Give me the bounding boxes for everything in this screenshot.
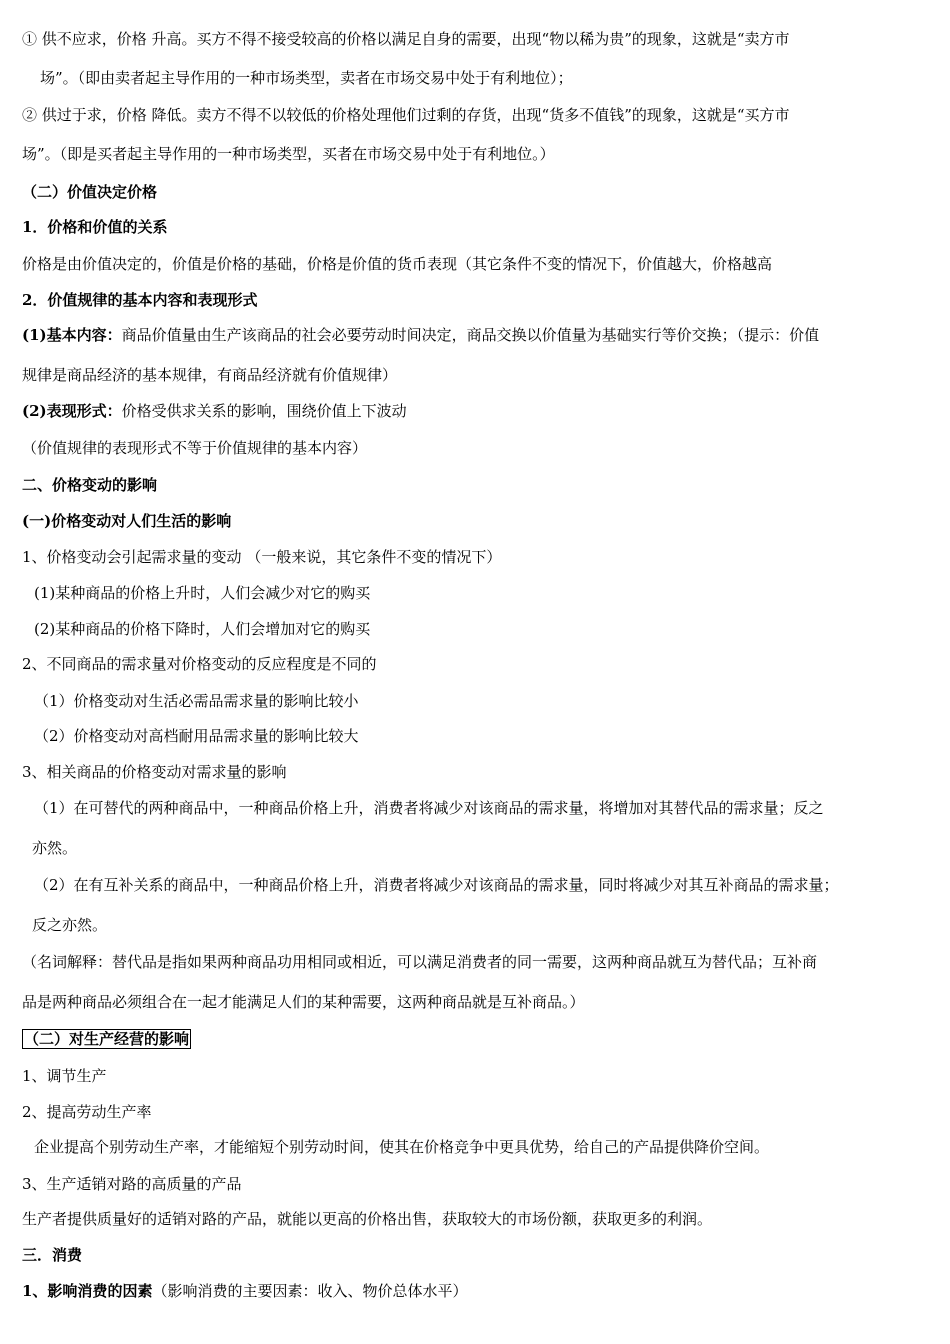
paragraph-line-29: 1、调节生产 — [22, 1067, 107, 1085]
list-item-5: （1）在可替代的两种商品中，一种商品价格上升，消费者将减少对该商品的需求量，将增加对其替代品的需求量；反之 — [34, 799, 824, 817]
section-heading-production-impact: （二）对生产经营的影响 — [24, 1030, 190, 1048]
paragraph-definition: （名词解释：替代品是指如果两种商品功用相同或相近，可以满足消费者的同一需要，这两种商品就互为替代品；互补商 — [22, 953, 818, 971]
subheading-impact-on-life: (一)价格变动对人们生活的影响 — [22, 512, 232, 530]
section-heading-value-determines-price: （二）价值决定价格 — [22, 183, 158, 201]
paragraph-line-10: 规律是商品经济的基本规律，有商品经济就有价值规律） — [22, 366, 398, 384]
label-form: (2)表现形式： — [22, 402, 122, 420]
paragraph-line-27: 品是两种商品必须组合在一起才能满足人们的某种需要，这两种商品就是互补商品。） — [22, 993, 585, 1011]
paragraph-line-2: 场”。（即由卖者起主导作用的一种市场类型，卖者在市场交易中处于有利地位）； — [40, 69, 573, 87]
list-item-3: （1）价格变动对生活必需品需求量的影响比较小 — [34, 692, 359, 710]
list-item-1: (1)某种商品的价格上升时，人们会减少对它的购买 — [34, 584, 371, 602]
list-item-4: （2）价格变动对高档耐用品需求量的影响比较大 — [34, 727, 359, 745]
section-heading-price-impact: 二、价格变动的影响 — [22, 476, 158, 494]
paragraph-line-31: 企业提高个别劳动生产率，才能缩短个别劳动时间，使其在价格竞争中更具优势，给自己的产品提供降价空间。 — [34, 1138, 770, 1156]
paragraph-form: (2)表现形式：价格受供求关系的影响，围绕价值上下波动 — [22, 402, 407, 420]
paragraph-line-32: 3、生产适销对路的高质量的产品 — [22, 1175, 242, 1193]
list-item-2: (2)某种商品的价格下降时，人们会增加对它的购买 — [34, 620, 371, 638]
paragraph-line-1: ① 供不应求，价格 升高。买方不得不接受较高的价格以满足自身的需要，出现“物以稀为贵”的现象，这就是“卖方市 — [22, 30, 790, 48]
paragraph-line-18: 2、不同商品的需求量对价格变动的反应程度是不同的 — [22, 655, 377, 673]
section-heading-consumption: 三．消费 — [22, 1246, 83, 1264]
paragraph-line-33: 生产者提供质量好的适销对路的产品，就能以更高的价格出售，获取较大的市场份额，获取更多的利润。 — [22, 1210, 713, 1228]
paragraph-line-25: 反之亦然。 — [32, 916, 108, 934]
subheading-price-value-relation: 1．价格和价值的关系 — [22, 218, 168, 236]
paragraph-line-3: ② 供过于求，价格 降低。卖方不得不以较低的价格处理他们过剩的存货，出现“货多不值钱”的现象，这就是“买方市 — [22, 106, 790, 124]
paragraph-line-15: 1、价格变动会引起需求量的变动 （一般来说，其它条件不变的情况下） — [22, 548, 502, 566]
paragraph-line-23: 亦然。 — [32, 839, 78, 857]
paragraph-line-30: 2、提高劳动生产率 — [22, 1103, 152, 1121]
paragraph-line-21: 3、相关商品的价格变动对需求量的影响 — [22, 763, 287, 781]
label-consumption-factors: 1、影响消费的因素 — [22, 1282, 153, 1300]
paragraph-line-7: 价格是由价值决定的，价值是价格的基础，价格是价值的货币表现（其它条件不变的情况下，价值越大，价格越高 — [22, 255, 773, 273]
paragraph-basic-content: (1)基本内容：商品价值量由生产该商品的社会必要劳动时间决定，商品交换以价值量为基础实行等价交换；（提示：价值 — [22, 326, 820, 344]
label-basic-content: (1)基本内容： — [22, 326, 122, 344]
list-item-6: （2）在有互补关系的商品中，一种商品价格上升，消费者将减少对该商品的需求量，同时将减少对其互补商品的需求量； — [34, 876, 839, 894]
subheading-law-of-value: 2．价值规律的基本内容和表现形式 — [22, 291, 258, 309]
paragraph-line-4: 场”。（即是买者起主导作用的一种市场类型，买者在市场交易中处于有利地位。） — [22, 145, 555, 163]
paragraph-line-12: （价值规律的表现形式不等于价值规律的基本内容） — [22, 439, 368, 457]
paragraph-consumption-factors: 1、影响消费的因素（影响消费的主要因素：收入、物价总体水平） — [22, 1282, 468, 1300]
